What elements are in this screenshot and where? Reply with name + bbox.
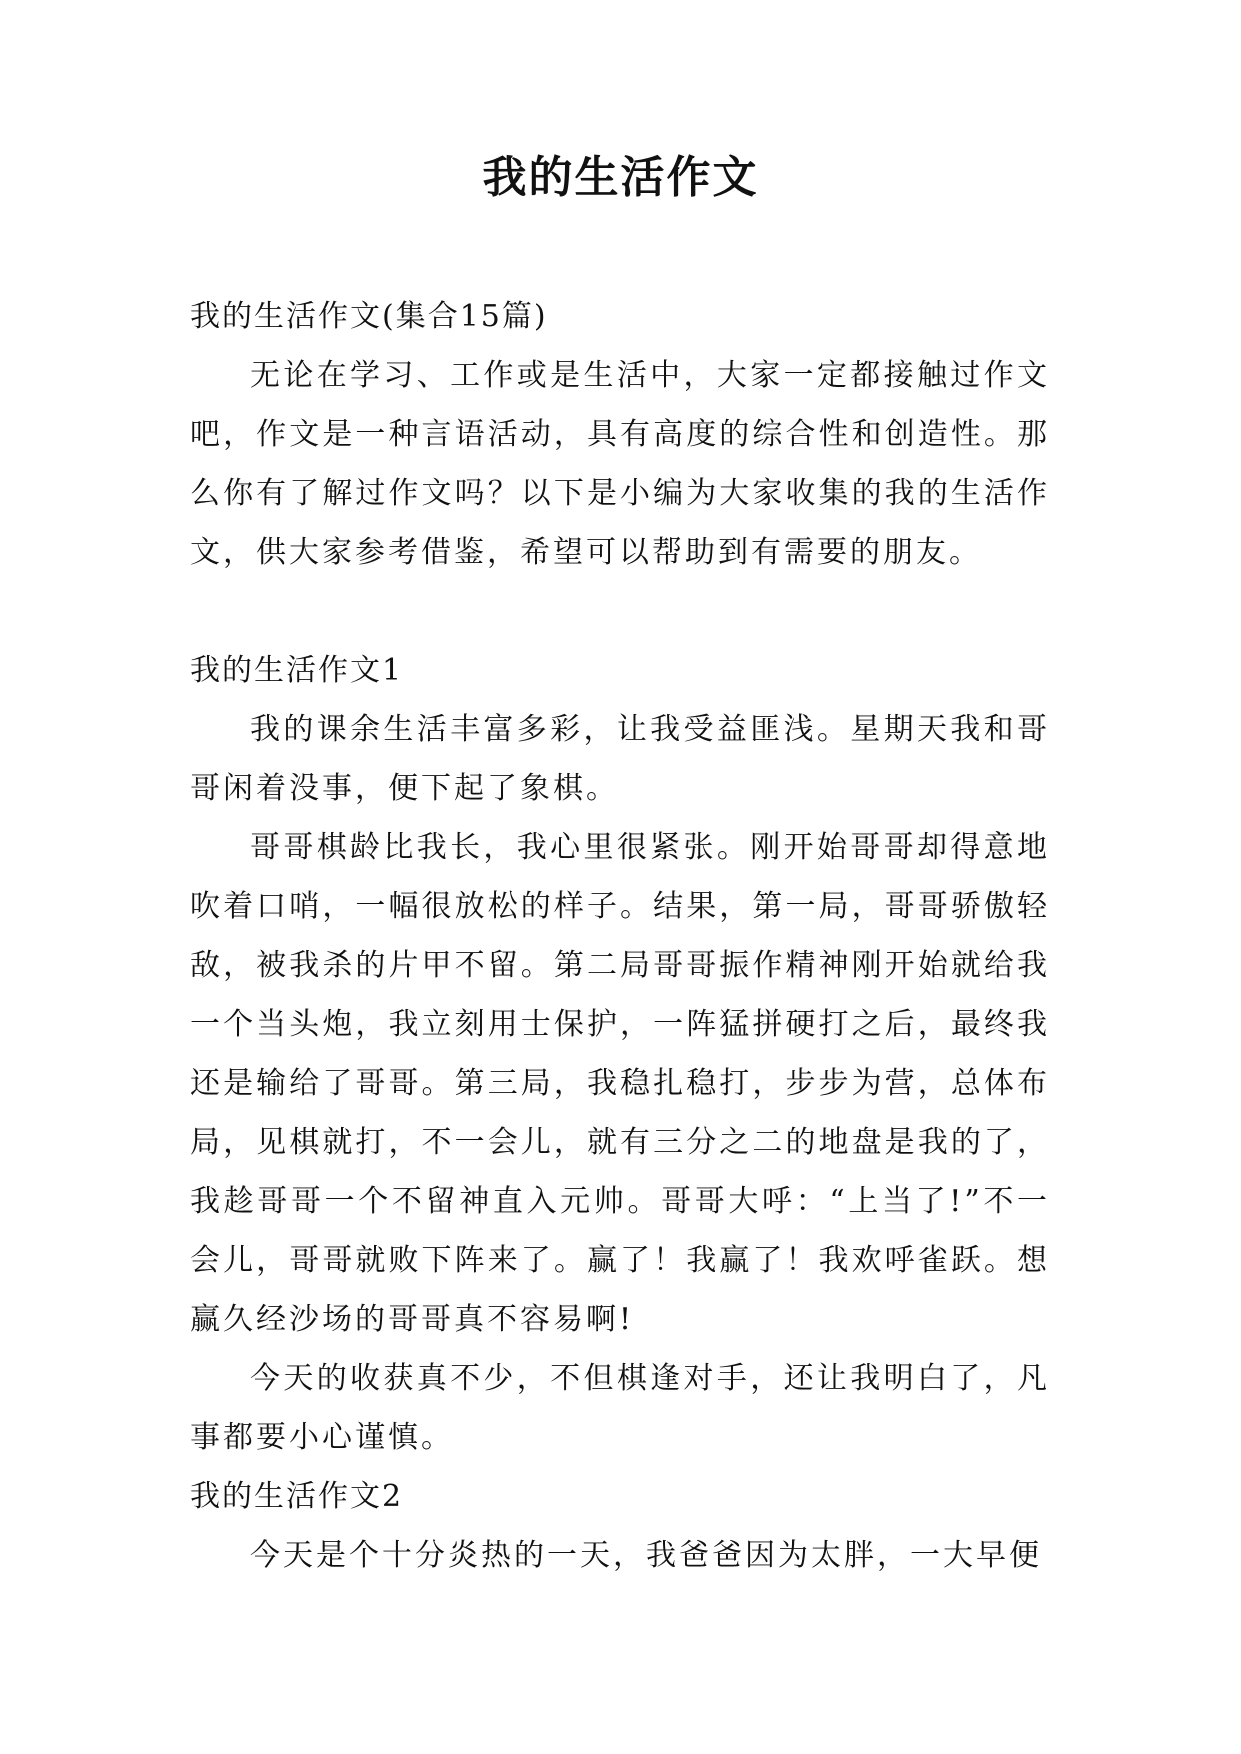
essay-2-paragraph-1: 今天是个十分炎热的一天，我爸爸因为太胖，一大早便 [250,1538,1042,1573]
essay-1-paragraph-1: 我的课余生活丰富多彩，让我受益匪浅。星期天我和哥哥闲着没事，便下起了象棋。 [190,712,1050,806]
essay-1-paragraph-3: 今天的收获真不少，不但棋逢对手，还让我明白了，凡事都要小心谨慎。 [190,1361,1050,1455]
intro-paragraph: 无论在学习、工作或是生活中，大家一定都接触过作文吧，作文是一种言语活动，具有高度的综合性和创造性。那么你有了解过作文吗？以下是小编为大家收集的我的生活作文，供大家参考借鉴，希望可以帮助到有需要的朋友。 [190,358,1050,570]
essay-1-heading: 我的生活作文1 [190,653,404,688]
collection-heading: 我的生活作文(集合15篇) [190,299,548,334]
essay-1-paragraph-2: 哥哥棋龄比我长，我心里很紧张。刚开始哥哥却得意地吹着口哨，一幅很放松的样子。结果，第一局，哥哥骄傲轻敌，被我杀的片甲不留。第二局哥哥振作精神刚开始就给我一个当头炮，我立刻用士保护，一阵猛拼硬打之后，最终我还是输给了哥哥。第三局，我稳扎稳打，步步为营，总体布局，见棋就打，不一会儿，就有三分之二的地盘是我的了，我趁哥哥一个不留神直入元帅。哥哥大呼：“上当了!”不一会儿，哥哥就败下阵来了。赢了！我赢了！我欢呼雀跃。想赢久经沙场的哥哥真不容易啊! [190,830,1050,1337]
document-title: 我的生活作文 [482,152,759,203]
document-body [190,287,1050,1585]
essay-2-heading: 我的生活作文2 [190,1479,404,1514]
